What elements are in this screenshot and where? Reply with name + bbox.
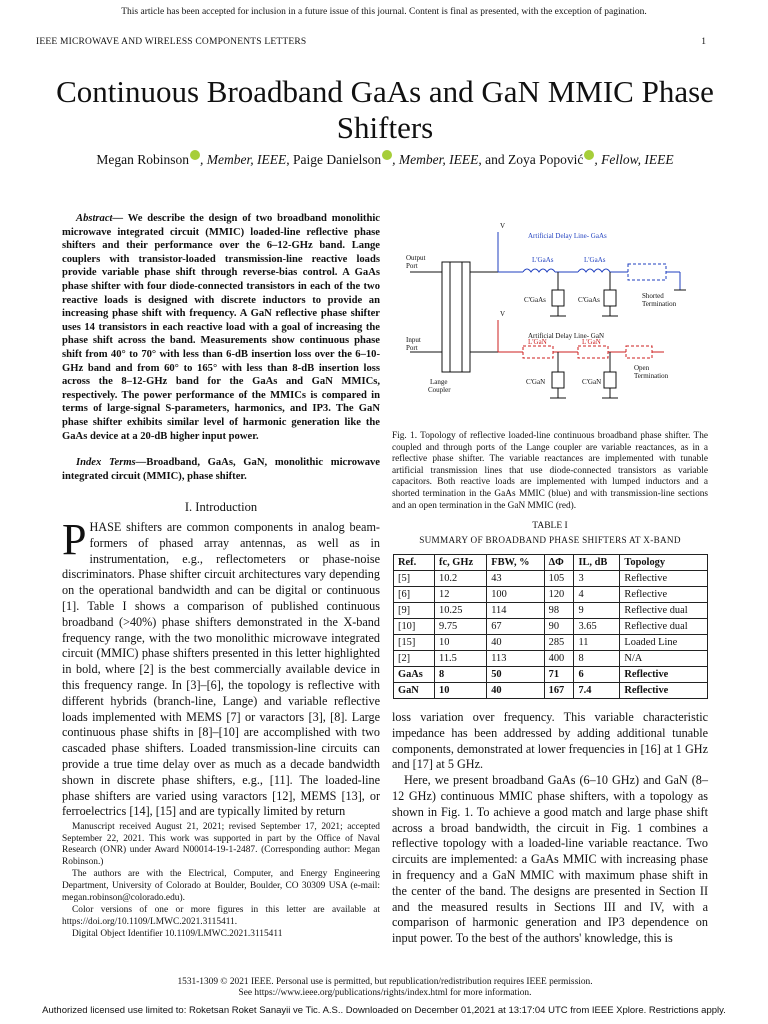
table-cell: 10.2 <box>435 571 487 587</box>
index-terms-label: Index Terms— <box>76 457 147 468</box>
table-cell: N/A <box>620 651 708 667</box>
author-name: , Paige Danielson <box>286 152 382 167</box>
table-cell: [6] <box>394 587 435 603</box>
c-gan-label-2: C'GaN <box>582 378 602 386</box>
col-delta-phi: ΔΦ <box>544 555 574 571</box>
table-cell: 11.5 <box>435 651 487 667</box>
table-cell: 167 <box>544 683 574 699</box>
table-cell: Reflective <box>620 667 708 683</box>
table-cell: 9.75 <box>435 619 487 635</box>
paragraph: loss variation over frequency. This variable characteristic impedance has been addressed by adding additional tunable components, demonstrated at lower frequencies in [16] at 1 GHz and [17] at 5 GHz. <box>392 710 708 772</box>
footnote-manuscript: Manuscript received August 21, 2021; revised September 17, 2021; accepted September 22, 2021. This work was supported in part by the Office of Naval Research (ONR) under Award N00014-19-1-2487. (Corresponding author: Megan Robinson.) <box>62 822 380 867</box>
table-cell: 3.65 <box>574 619 620 635</box>
table-cell: 4 <box>574 587 620 603</box>
table-row <box>394 587 708 603</box>
c-gaas-label-2: C'GaAs <box>578 296 600 304</box>
acceptance-banner: This article has been accepted for inclusion in a future issue of this journal. Content is final as presented, with the exception of pagination. <box>121 7 647 17</box>
drop-cap: P <box>62 515 87 564</box>
table-cell: 6 <box>574 667 620 683</box>
figure-caption: Fig. 1. Topology of reflective loaded-line continuous broadband phase shifter. The coupled and through ports of the Lange coupler are variable reactances, as in a reflective phase shifter. The variable reactances are implemented with tunable artificial transmission lines that use diode-connected transistors as variable capacitors. Both reactive loads are implemented with lumped inductors and a shorted termination in the GaAs MMIC (blue) and with transmission-line sections and an open termination in the GaN MMIC (red). <box>392 431 708 511</box>
table-cell: 8 <box>574 651 620 667</box>
table-cell: 8 <box>435 667 487 683</box>
author-name: , and Zoya Popović <box>478 152 584 167</box>
table-cell: 120 <box>544 587 574 603</box>
table-cell: [9] <box>394 603 435 619</box>
table-cell: 67 <box>487 619 544 635</box>
footnote-affiliation: The authors are with the Electrical, Computer, and Energy Engineering Department, University of Colorado at Boulder, Boulder, CO 30309 USA (e-mail: megan.robinson@colorado.edu). <box>62 869 380 903</box>
table-cell: 10.25 <box>435 603 487 619</box>
intro-first-word: HASE <box>89 520 122 534</box>
open-label: Open <box>634 364 650 372</box>
l-gan-label: L'GaN <box>528 338 547 346</box>
l-gaas-label-2: L'GaAs <box>584 256 606 264</box>
table-cell: 105 <box>544 571 574 587</box>
table-row <box>394 571 708 587</box>
table-cell: 9 <box>574 603 620 619</box>
table-cell: 40 <box>487 635 544 651</box>
orcid-icon[interactable] <box>190 150 200 160</box>
vbias-gan-label: V <box>500 310 506 318</box>
vbias-gaas-label: V <box>500 222 506 230</box>
col-fbw: FBW, % <box>487 555 544 571</box>
footnote-doi: Digital Object Identifier 10.1109/LMWC.2021.3115411 <box>72 929 283 940</box>
table-cell: [2] <box>394 651 435 667</box>
summary-table <box>393 554 708 699</box>
paragraph: Here, we present broadband GaAs (6–10 GHz) and GaN (8–12 GHz) continuous MMIC phase shifters, with a topology as shown in Fig. 1. To achieve a good match and large phase shift across a broad bandwidth, the circuit in Fig. 1 combines a reflective topology with a loaded-line variable reactance. Two circuits are implemented: a GaAs MMIC with increasing phase in frequency and a GaN MMIC with maximum phase shift in the center of the band. The designs are presented in Section II and the measured results in Sections III and IV, with a comparison of harmonic generation and IP3 dependence on input power. To the best of the authors' knowledge, this is <box>392 773 708 946</box>
copyright-line: See https://www.ieee.org/publications/rights/index.html for more information. <box>238 988 532 998</box>
table-cell: Reflective <box>620 571 708 587</box>
table-row <box>394 635 708 651</box>
shorted-termination-label: Termination <box>642 300 677 308</box>
table-title: SUMMARY OF BROADBAND PHASE SHIFTERS AT X-BAND <box>419 535 681 545</box>
intro-paragraph <box>62 515 380 820</box>
table-header-row <box>394 555 708 571</box>
table-cell: Loaded Line <box>620 635 708 651</box>
table-row <box>394 619 708 635</box>
table-cell: GaAs <box>394 667 435 683</box>
table-cell: 11 <box>574 635 620 651</box>
table-cell: 71 <box>544 667 574 683</box>
table-cell: [10] <box>394 619 435 635</box>
figure-1-schematic <box>398 212 708 427</box>
table-cell: 100 <box>487 587 544 603</box>
author-role: , Member, IEEE <box>200 152 287 167</box>
copyright-line: 1531-1309 © 2021 IEEE. Personal use is permitted, but republication/redistribution requires IEEE permission. <box>177 977 593 987</box>
open-termination-label: Termination <box>634 372 669 380</box>
author-role: , Member, IEEE <box>392 152 479 167</box>
col-fc: fc, GHz <box>435 555 487 571</box>
index-terms <box>62 456 380 483</box>
table-row <box>394 683 708 699</box>
l-gaas-label: L'GaAs <box>532 256 554 264</box>
output-port-label-2: Port <box>406 262 418 270</box>
table-cell: 7.4 <box>574 683 620 699</box>
table-cell: 285 <box>544 635 574 651</box>
abstract-label: Abstract— <box>76 213 124 224</box>
section-heading: I. Introduction <box>184 500 258 514</box>
c-gaas-label: C'GaAs <box>524 296 546 304</box>
col-il: IL, dB <box>574 555 620 571</box>
copyright-notice <box>40 977 730 999</box>
author-role: , Fellow, IEEE <box>594 152 674 167</box>
table-cell: [15] <box>394 635 435 651</box>
table-row <box>394 651 708 667</box>
page-number: 1 <box>701 37 706 47</box>
table-cell: Reflective dual <box>620 619 708 635</box>
table-cell: 90 <box>544 619 574 635</box>
output-port-label: Output <box>406 254 426 262</box>
author-name: Megan Robinson <box>96 152 190 167</box>
shorted-label: Shorted <box>642 292 664 300</box>
adl-gaas-label: Artificial Delay Line- GaAs <box>528 232 607 240</box>
lange-coupler-label-2: Coupler <box>428 386 451 394</box>
l-gan-label-2: L'GaN <box>582 338 601 346</box>
intro-text: shifters are common components in analog beam-formers of phased array antennas, as well as in instrumentation, e.g., reflectometers or phase-noise discriminators. Phase shifter circuit architectures vary depending on the operational bandwidth and can be digital or continuous [1]. Table I shows a comparison of published continuous broadband (>40%) phase shifters demonstrated in the X-band frequency range, with the two monolithic microwave integrated circuit (MMIC) phase shifters presented in this letter highlighted in bold, where [2] is the best commercially available device in this frequency range. In [3]–[6], the topology is reflective with different hybrids (branch-line, Lange) and variable reflective loads implemented with MEMS [7] or varactors [3], [8]. Large continuous phase shifts in [8]–[10] are accomplished with two cascaded phase shifters. Loaded transmission-line circuits can provide a true time delay over as much as a decade bandwidth shown in discrete phase shifters, e.g., [11]. The loaded-line phase shifters are varied using varactors [12], MEMS [13], or ferroelectrics [14], [15] and are typically limited by return <box>62 520 380 819</box>
input-port-label: Input <box>406 336 421 344</box>
lange-coupler-box <box>442 262 470 372</box>
c-gan-label: C'GaN <box>526 378 546 386</box>
orcid-icon[interactable] <box>584 150 594 160</box>
paper-title: Continuous Broadband GaAs and GaN MMIC Phase Shifters <box>56 74 714 145</box>
table-cell: 43 <box>487 571 544 587</box>
right-body-text <box>392 710 708 947</box>
table-cell: 40 <box>487 683 544 699</box>
table-cell: 114 <box>487 603 544 619</box>
col-ref: Ref. <box>394 555 435 571</box>
lange-coupler-label: Lange <box>430 378 448 386</box>
index-terms-text: Broadband, GaAs, GaN, monolithic microwave integrated circuit (MMIC), phase shifter. <box>62 457 380 482</box>
table-cell: 98 <box>544 603 574 619</box>
abstract <box>62 212 380 443</box>
table-cell: 3 <box>574 571 620 587</box>
table-label: TABLE I <box>532 521 568 531</box>
table-cell: [5] <box>394 571 435 587</box>
table-cell: 50 <box>487 667 544 683</box>
abstract-text: We describe the design of two broadband monolithic microwave integrated circuit (MMIC) loaded-line reflective phase shifters and their performance over the 6–12-GHz band. Lange couplers with transistor-loaded transmission-line reactive loads provide variable phase shift through reverse-bias control. A GaAs phase shifter with four diode-connected transistors in each of the two reactive loads is designed with discrete inductors to provide an increasing phase shift with frequency. A GaN reflective phase shifter uses 14 transistors in each reactive load with a goal of increasing the phase shift across the band. Measurements show continuous phase shift from 40° to 70° with less than 6-dB insertion loss over the 6–10-GHz band and from 60° to 165° with less than 8-dB insertion loss across the 8–12-GHz band for the GaAs and GaN MMICs, respectively. The power performance of the MMICs is compared in terms of large-signal S-parameters, harmonics, and IP3. The GaN phase shifter exhibits similar level of harmonic generation like the GaAs device at a 20-dB higher input power. <box>62 213 380 442</box>
license-footer: Authorized licensed use limited to: Roketsan Roket Sanayii ve Tic. A.S.. Downloaded on December 01,2021 at 13:17:04 UTC from IEEE Xplore. Restrictions apply. <box>42 1005 726 1016</box>
input-port-label-2: Port <box>406 344 418 352</box>
adl-gan-label: Artificial Delay Line- GaN <box>528 332 604 340</box>
table-cell: 10 <box>435 635 487 651</box>
table-cell: Reflective dual <box>620 603 708 619</box>
footnote-color: Color versions of one or more figures in this letter are available at https://doi.org/10.1109/LMWC.2021.3115411. <box>62 905 380 927</box>
table-row <box>394 603 708 619</box>
col-topology: Topology <box>620 555 708 571</box>
orcid-icon[interactable] <box>382 150 392 160</box>
author-list <box>40 150 730 168</box>
running-head: IEEE MICROWAVE AND WIRELESS COMPONENTS LETTERS <box>36 37 307 47</box>
table-cell: Reflective <box>620 683 708 699</box>
table-cell: 12 <box>435 587 487 603</box>
table-cell: 400 <box>544 651 574 667</box>
footnotes <box>62 822 380 942</box>
table-cell: GaN <box>394 683 435 699</box>
table-row <box>394 667 708 683</box>
table-cell: 113 <box>487 651 544 667</box>
table-cell: Reflective <box>620 587 708 603</box>
table-cell: 10 <box>435 683 487 699</box>
